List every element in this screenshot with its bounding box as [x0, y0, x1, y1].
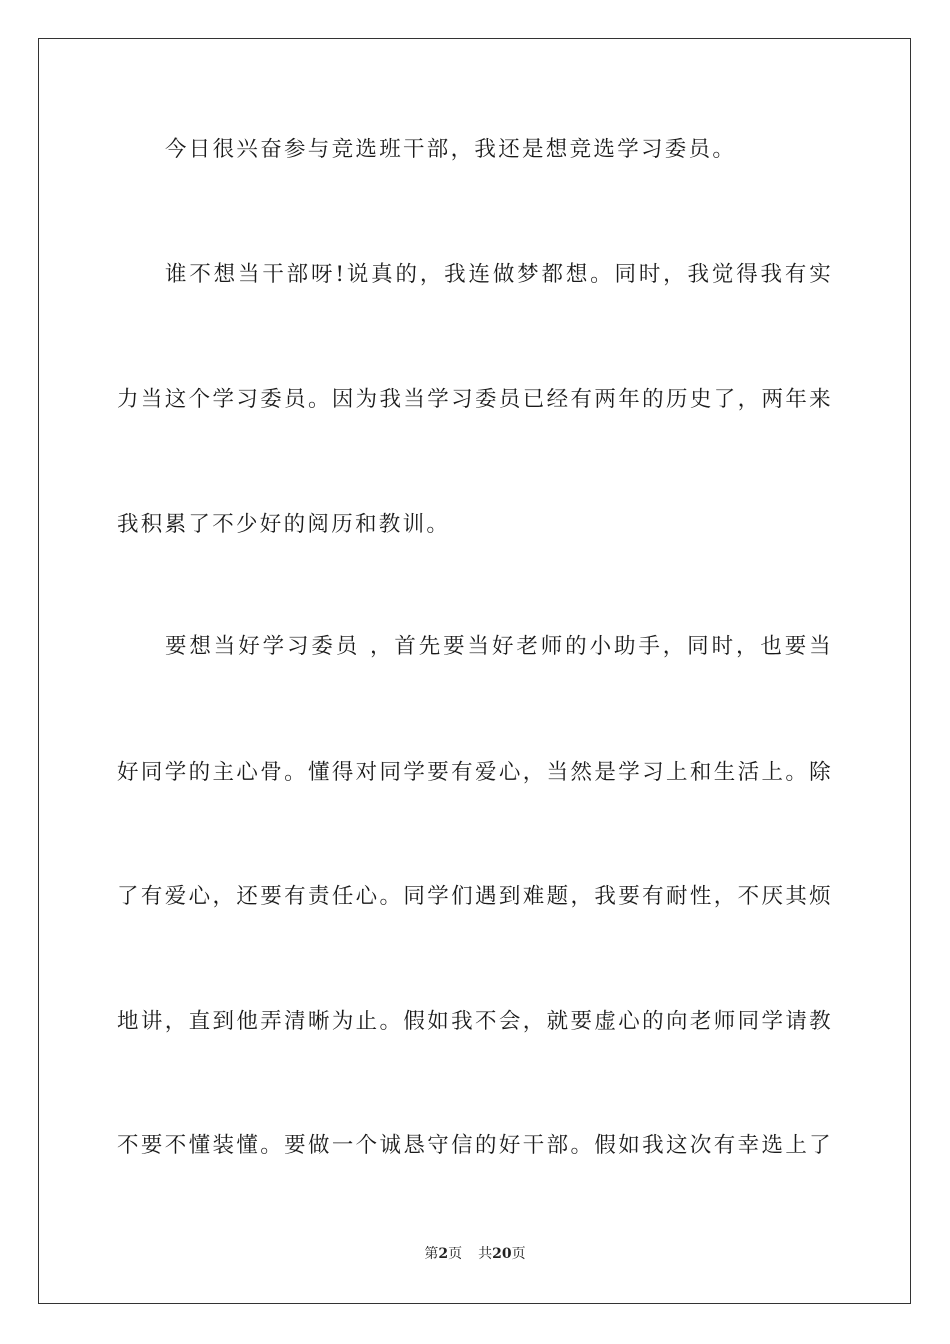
page-footer	[0, 1244, 950, 1264]
paragraph-2-line-1: 谁不想当干部呀!说真的，我连做梦都想。同时，我觉得我有实	[165, 262, 833, 287]
page-border	[38, 38, 911, 1304]
paragraph-3-line-1: 要想当好学习委员 ，首先要当好老师的小助手，同时，也要当	[165, 634, 833, 659]
paragraph-3-line-3: 了有爱心，还要有责任心。同学们遇到难题，我要有耐性，不厌其烦	[117, 884, 833, 909]
page-suffix: 页	[448, 1246, 463, 1262]
paragraph-3-line-5: 不要不懂装懂。要做一个诚恳守信的好干部。假如我这次有幸选上了	[117, 1133, 833, 1158]
total-suffix: 页	[511, 1246, 526, 1262]
paragraph-1-line-1: 今日很兴奋参与竞选班干部，我还是想竞选学习委员。	[165, 137, 737, 162]
total-pages: 20	[492, 1246, 512, 1262]
total-prefix: 共	[478, 1246, 493, 1262]
paragraph-3-line-2: 好同学的主心骨。懂得对同学要有爱心，当然是学习上和生活上。除	[117, 760, 833, 785]
page-number: 2	[438, 1246, 449, 1262]
paragraph-2-line-2: 力当这个学习委员。因为我当学习委员已经有两年的历史了，两年来	[117, 387, 833, 412]
paragraph-3-line-4: 地讲，直到他弄清晰为止。假如我不会，就要虚心的向老师同学请教	[117, 1009, 833, 1034]
page-prefix: 第	[424, 1246, 439, 1262]
paragraph-2-line-3: 我积累了不少好的阅历和教训。	[117, 512, 451, 537]
